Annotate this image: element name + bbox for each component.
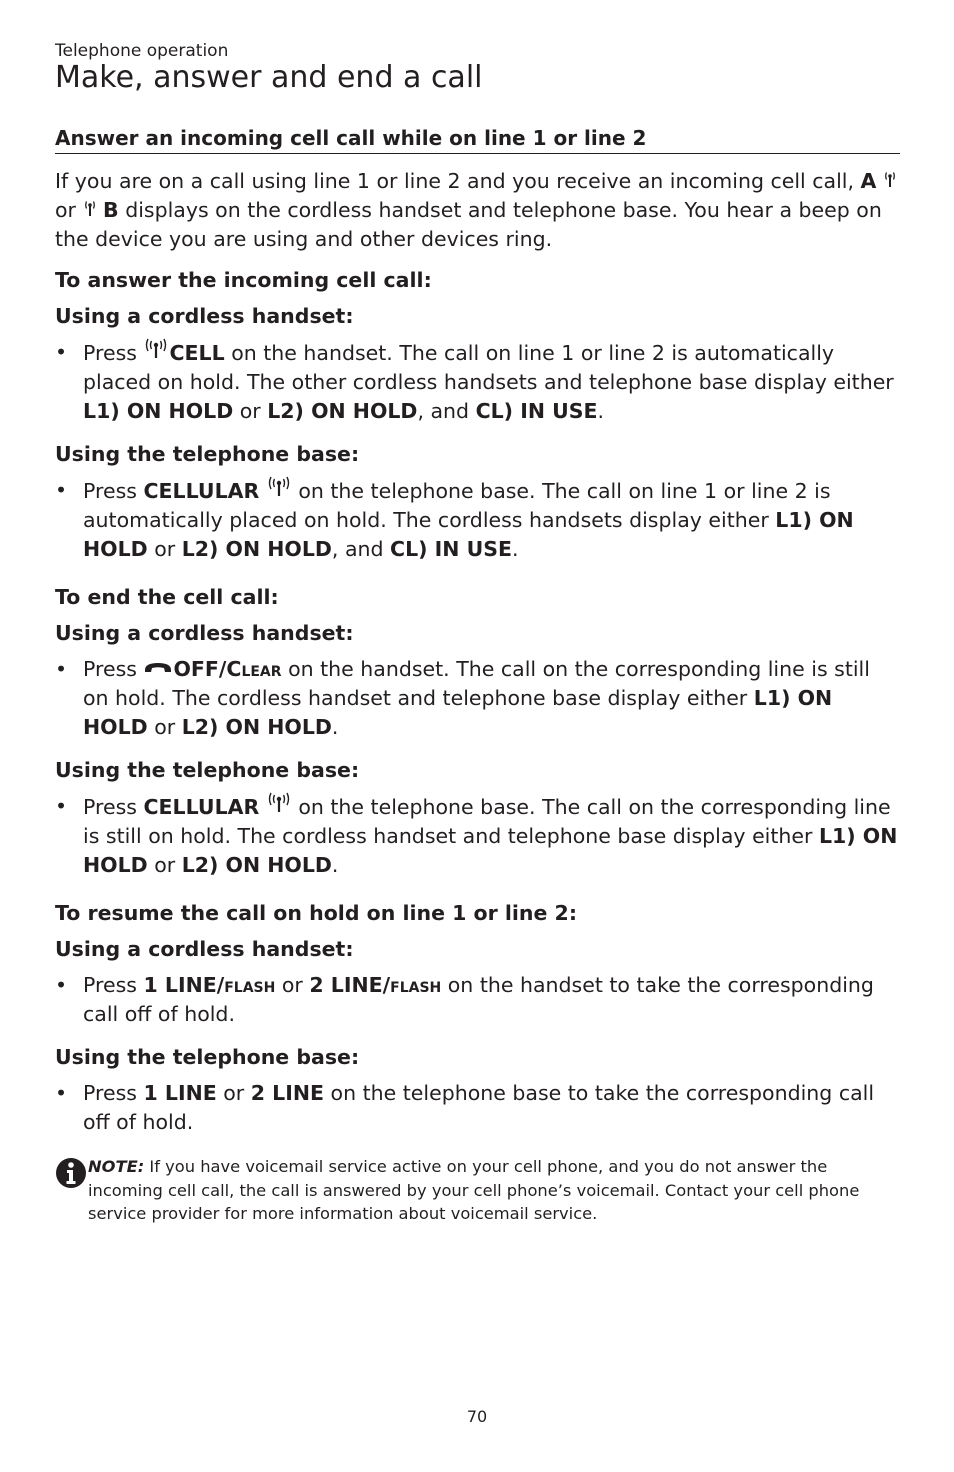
hang-up-phone-icon: [143, 655, 173, 684]
cell-signal-icon: [883, 167, 897, 196]
bullet-dot: •: [55, 1081, 68, 1105]
answer-handset-step: • Press CELL on the handset. The call on line 1 or line 2 is automatically placed on hold. The other cordless handsets and telephone base display either L1) ON HOLD or L2) ON HOLD, and CL) IN USE.: [55, 340, 894, 423]
cell-signal-icon: [143, 338, 169, 368]
line1-key-label: 1 LINE: [143, 1081, 217, 1105]
page-title: Make, answer and end a call: [55, 60, 483, 95]
end-base-step: • Press CELLULAR on the telephone base. The call on the corresponding line is still on hold. The cordless handset and telephone base display either L1) ON HOLD or L2) ON HOLD.: [55, 794, 898, 877]
line2-key-label: 2 LINE: [250, 1081, 325, 1105]
off-key-label: OFF/: [173, 657, 227, 681]
resume-base-step: • Press 1 LINE or 2 LINE on the telephone base to take the corresponding call off of hold.: [55, 1081, 875, 1134]
bullet-dot: •: [55, 794, 68, 818]
section-label: Telephone operation: [55, 41, 229, 61]
cell-signal-icon: [266, 476, 292, 506]
bullet-dot: •: [55, 973, 68, 997]
answer-handset-heading: Using a cordless handset:: [55, 304, 354, 328]
cell-key-label: CELL: [169, 341, 225, 365]
flash-key-label: flash: [390, 973, 442, 997]
page-number: 70: [466, 1407, 488, 1426]
answer-base-heading: Using the telephone base:: [55, 442, 360, 466]
call-b-label: B: [103, 198, 119, 222]
cell-signal-icon: [266, 792, 292, 822]
line1-key-label: 1 LINE/: [143, 973, 225, 997]
line2-key-label: 2 LINE/: [309, 973, 391, 997]
intro-paragraph: If you are on a call using line 1 or line 2 and you receive an incoming cell call, A or B displays on the cordless handset and telephone base. You hear a beep on the device you are using and other devices ring.: [55, 167, 900, 254]
call-a-label: A: [860, 169, 877, 193]
flash-key-label: flash: [224, 973, 276, 997]
section-heading: Answer an incoming cell call while on line 1 or line 2: [55, 126, 900, 154]
resume-handset-step: • Press 1 LINE/flash or 2 LINE/flash on the handset to take the corresponding call off of hold.: [55, 973, 874, 1026]
end-base-heading: Using the telephone base:: [55, 758, 360, 782]
cell-signal-icon: [83, 196, 97, 225]
resume-base-heading: Using the telephone base:: [55, 1045, 360, 1069]
cellular-key-label: CELLULAR: [143, 479, 260, 503]
info-icon: [55, 1156, 87, 1197]
body-text: [55, 167, 900, 1151]
note-label: NOTE:: [88, 1157, 145, 1176]
answer-heading: To answer the incoming cell call:: [55, 268, 432, 292]
clear-key-label: Clear: [226, 657, 282, 681]
note-box: [55, 1155, 885, 1226]
bullet-dot: •: [55, 657, 68, 681]
end-handset-step: • Press OFF/Clear on the handset. The call on the corresponding line is still on hold. The cordless handset and telephone base display either L1) ON HOLD or L2) ON HOLD.: [55, 657, 870, 739]
answer-base-step: • Press CELLULAR on the telephone base. The call on line 1 or line 2 is automatically placed on hold. The cordless handsets display either L1) ON HOLD or L2) ON HOLD, and CL) IN USE.: [55, 478, 854, 561]
resume-heading: To resume the call on hold on line 1 or line 2:: [55, 901, 578, 925]
end-handset-heading: Using a cordless handset:: [55, 621, 354, 645]
note-text: NOTE: If you have voicemail service active on your cell phone, and you do not answer the incoming cell call, the call is answered by your cell phone’s voicemail. Contact your cell phone service provider for more information about voicemail service.: [88, 1157, 860, 1223]
bullet-dot: •: [55, 340, 68, 364]
cellular-key-label: CELLULAR: [143, 795, 260, 819]
resume-handset-heading: Using a cordless handset:: [55, 937, 354, 961]
bullet-dot: •: [55, 478, 68, 502]
end-call-heading: To end the cell call:: [55, 585, 279, 609]
